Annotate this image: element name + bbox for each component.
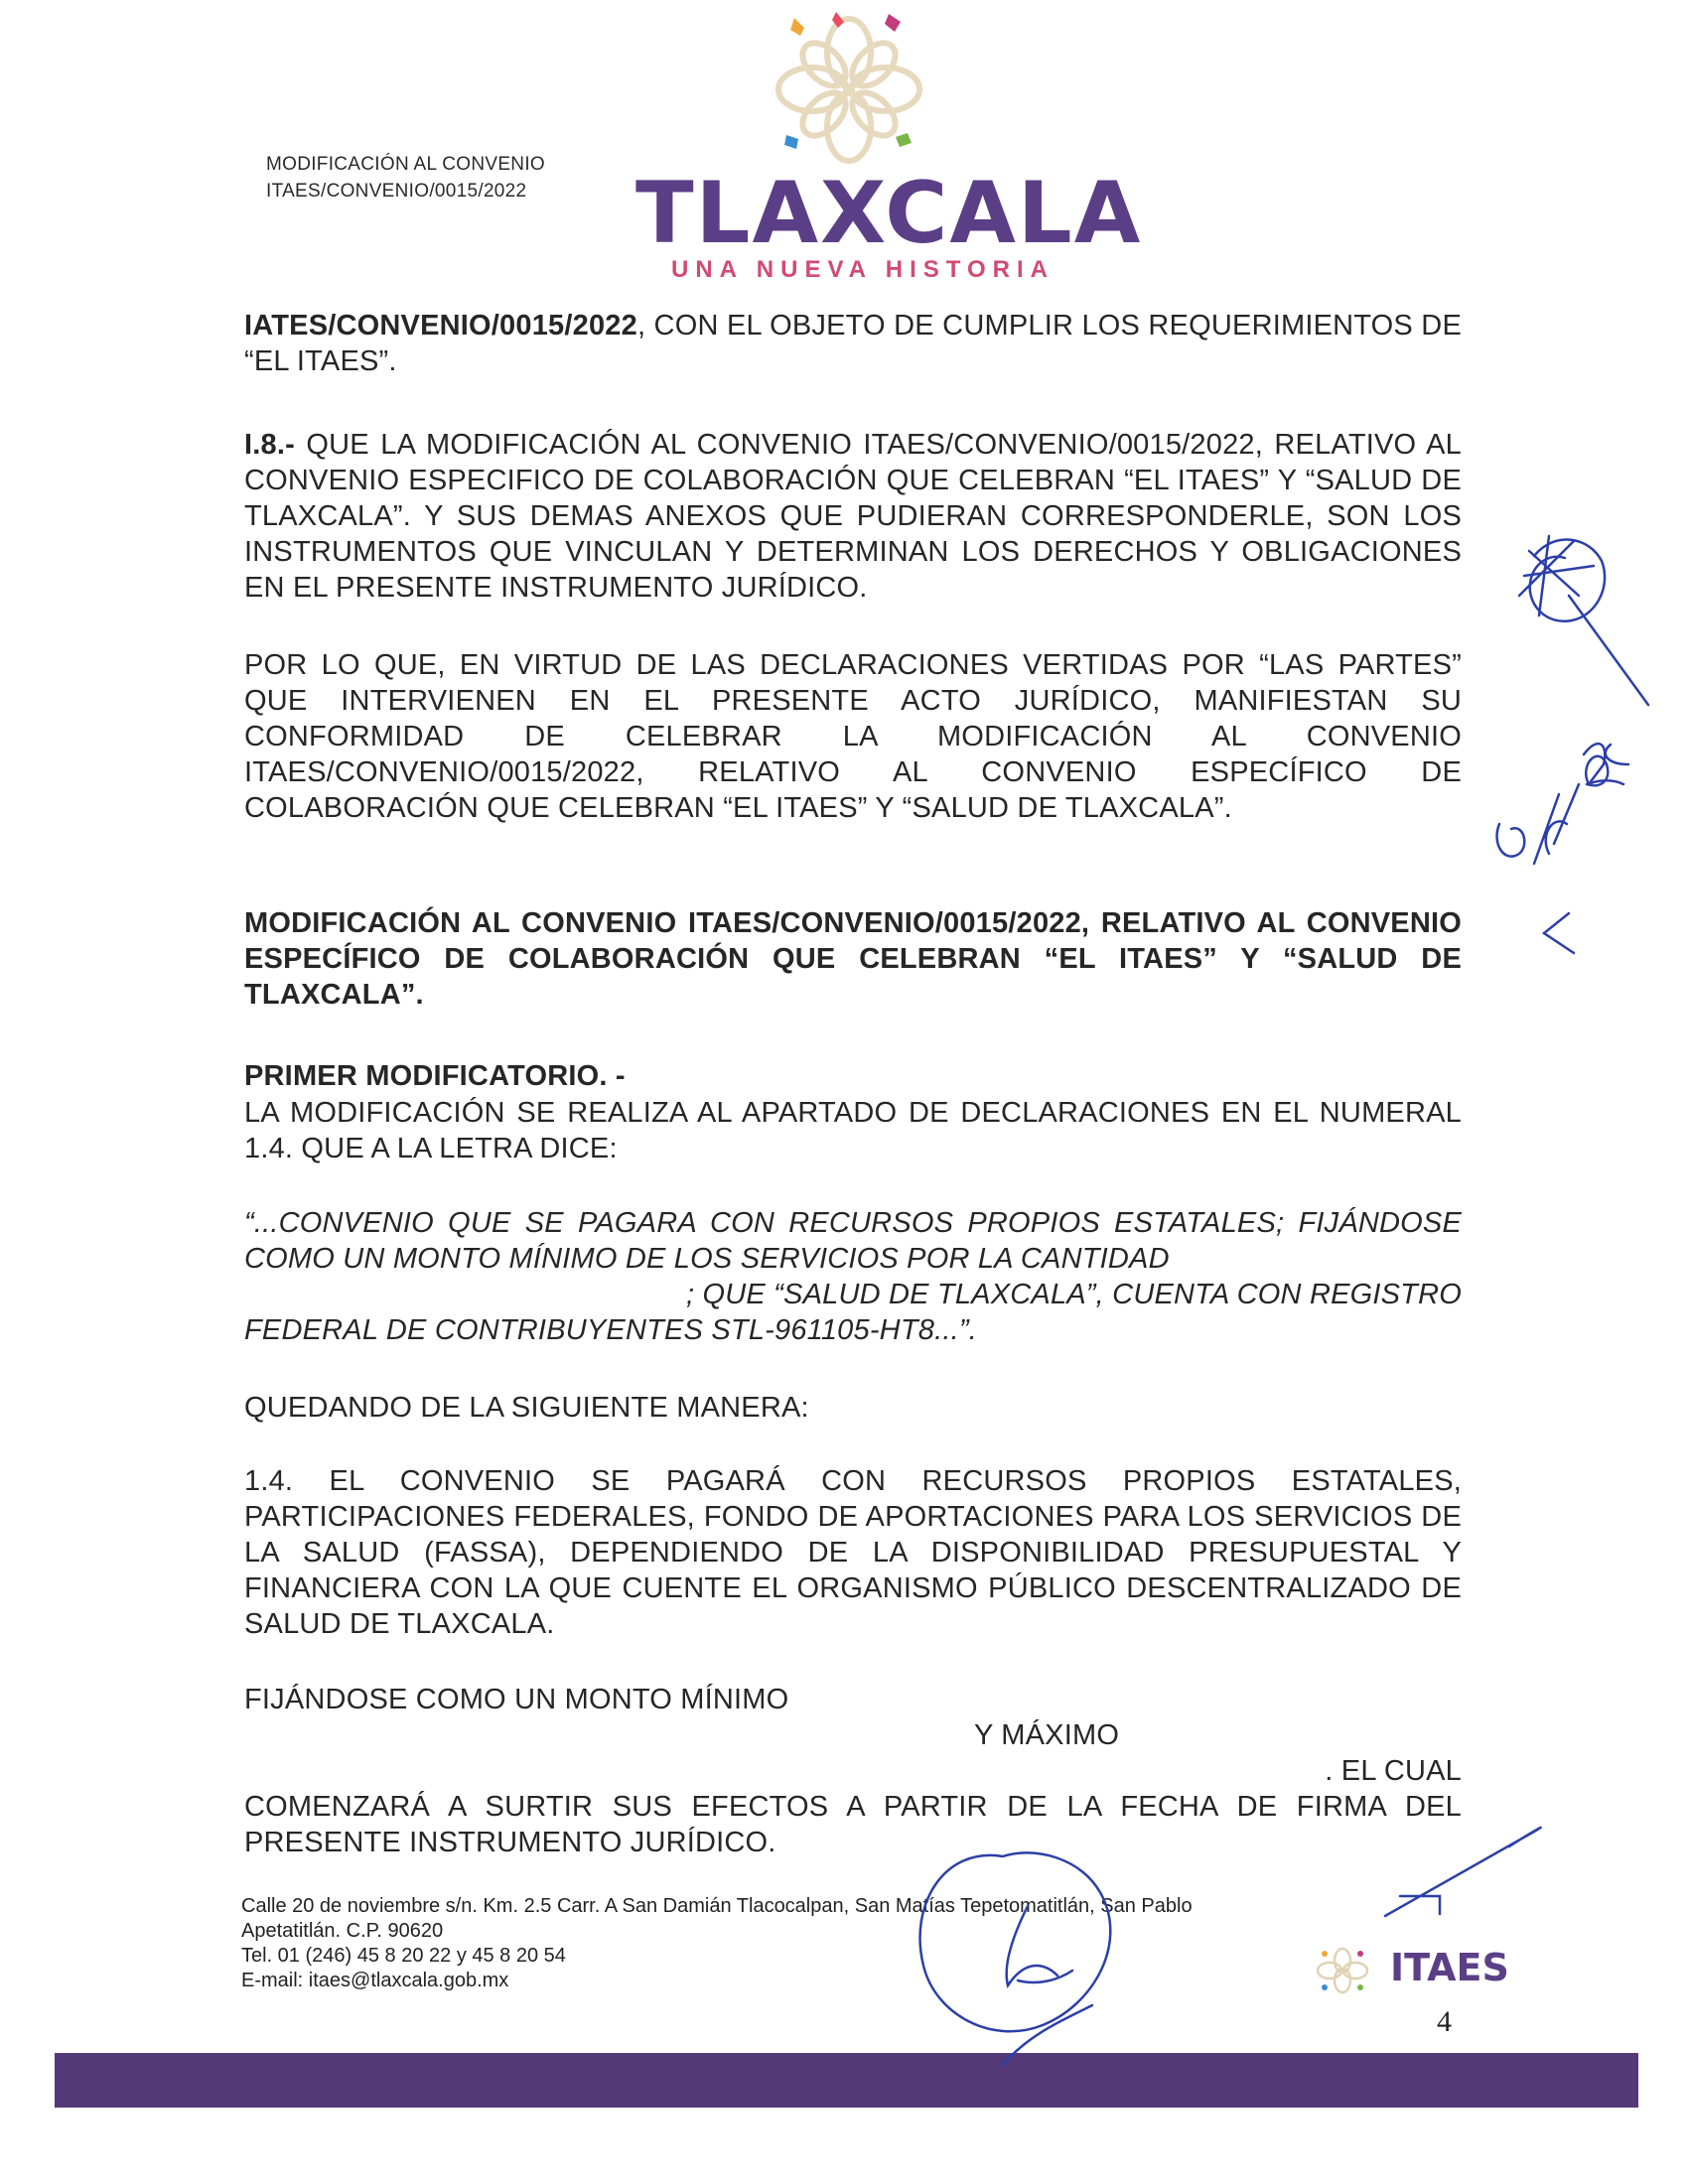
modification-heading: MODIFICACIÓN AL CONVENIO ITAES/CONVENIO/0015/2022, RELATIVO AL CONVENIO ESPECÍFICO DE COLABORACIÓN QUE CELEBRAN “EL ITAES” Y “SALUD DE TLAXCALA”. [244,907,1462,1011]
brand-title: TLAXCALA [635,164,1143,263]
brand-tagline: UNA NUEVA HISTORIA [671,256,1055,283]
first-modification-subheading: PRIMER MODIFICATORIO. - [244,1060,626,1092]
declaration-number: I.8.- [244,429,295,461]
paragraph-text: , CON EL OBJETO DE CUMPLIR LOS REQUERIMIENTOS DE “EL ITAES”. [244,310,1462,377]
remaining-intro: QUEDANDO DE LA SIGUIENTE MANERA: [244,1392,809,1424]
itaes-flower-icon [1313,1946,1372,1995]
initials-mark [1530,540,1605,621]
modification-intro: LA MODIFICACIÓN SE REALIZA AL APARTADO DE DECLARACIONES EN EL NUMERAL 1.4. QUE A LA LETRA DICE: [244,1097,1462,1164]
reference-line-1: MODIFICACIÓN AL CONVENIO [266,154,545,175]
tlaxcala-flower-logo-icon [765,8,933,172]
address-line-1: Calle 20 de noviembre s/n. Km. 2.5 Carr. A San Damián Tlacocalpan, San Matías Tepetomatitlán, San Pablo [241,1895,1193,1917]
reference-line-2: ITAES/CONVENIO/0015/2022 [266,181,527,202]
itaes-logo-text: ITAES [1390,1946,1509,1989]
quote-line-1: “...CONVENIO QUE SE PAGARA CON RECURSOS PROPIOS ESTATALES; FIJÁNDOSE [244,1207,1462,1239]
footer-color-band [55,2053,1638,2108]
email-line: E-mail: itaes@tlaxcala.gob.mx [241,1970,509,1991]
paragraph-continuation [244,308,1462,379]
date-mark [1497,744,1628,953]
conformity-paragraph: POR LO QUE, EN VIRTUD DE LAS DECLARACIONES VERTIDAS POR “LAS PARTES” QUE INTERVIENEN EN EL PRESENTE ACTO JURÍDICO, MANIFIESTAN SU CONFORMIDAD DE CELEBRAR LA MODIFICACIÓN AL CONVENIO ITAES/CONVENIO/0015/2022, RELATIVO AL CONVENIO ESPECÍFICO DE COLABORACIÓN QUE CELEBRAN “EL ITAES” Y “SALUD DE TLAXCALA”. [244,649,1462,824]
amount-line-3: . EL CUAL [1325,1755,1462,1787]
quote-line-2: COMO UN MONTO MÍNIMO DE LOS SERVICIOS POR LA CANTIDAD [244,1243,1170,1275]
amount-line-2: Y MÁXIMO [974,1719,1120,1751]
convenio-id: IATES/CONVENIO/0015/2022 [244,310,637,341]
clause-1-4: 1.4. EL CONVENIO SE PAGARÁ CON RECURSOS PROPIOS ESTATALES, PARTICIPACIONES FEDERALES, FONDO DE APORTACIONES PARA LOS SERVICIOS DE LA SALUD (FASSA), DEPENDIENDO DE LA DISPONIBILIDAD PRESUPUESTAL Y FINANCIERA CON LA QUE CUENTE EL ORGANISMO PÚBLICO DESCENTRALIZADO DE SALUD DE TLAXCALA. [244,1465,1462,1640]
phone-line: Tel. 01 (246) 45 8 20 22 y 45 8 20 54 [241,1945,566,1967]
document-reference [266,151,545,205]
amount-clause [244,1682,1462,1860]
quote-line-3: ; QUE “SALUD DE TLAXCALA”, CUENTA CON REGISTRO [685,1279,1462,1310]
quoted-clause [244,1205,1462,1348]
declaration-text: QUE LA MODIFICACIÓN AL CONVENIO ITAES/CONVENIO/0015/2022, RELATIVO AL CONVENIO ESPECIFICO DE COLABORACIÓN QUE CELEBRAN “EL ITAES” Y “SALUD DE TLAXCALA”. Y SUS DEMAS ANEXOS QUE PUDIERAN CORRESPONDERLE, SON LOS INSTRUMENTOS QUE VINCULAN Y DETERMINAN LOS DERECHOS Y OBLIGACIONES EN EL PRESENTE INSTRUMENTO JURÍDICO. [244,429,1462,604]
address-line-2: Apetatitlán. C.P. 90620 [241,1920,444,1942]
quote-line-4: FEDERAL DE CONTRIBUYENTES STL-961105-HT8...”. [244,1314,977,1346]
declaration-i8 [244,427,1462,606]
footer-address [241,1894,1193,1993]
page-number: 4 [1437,2005,1452,2038]
amount-line-rest: COMENZARÁ A SURTIR SUS EFECTOS A PARTIR DE LA FECHA DE FIRMA DEL PRESENTE INSTRUMENTO JURÍDICO. [244,1791,1462,1858]
amount-line-1: FIJÁNDOSE COMO UN MONTO MÍNIMO [244,1684,789,1715]
